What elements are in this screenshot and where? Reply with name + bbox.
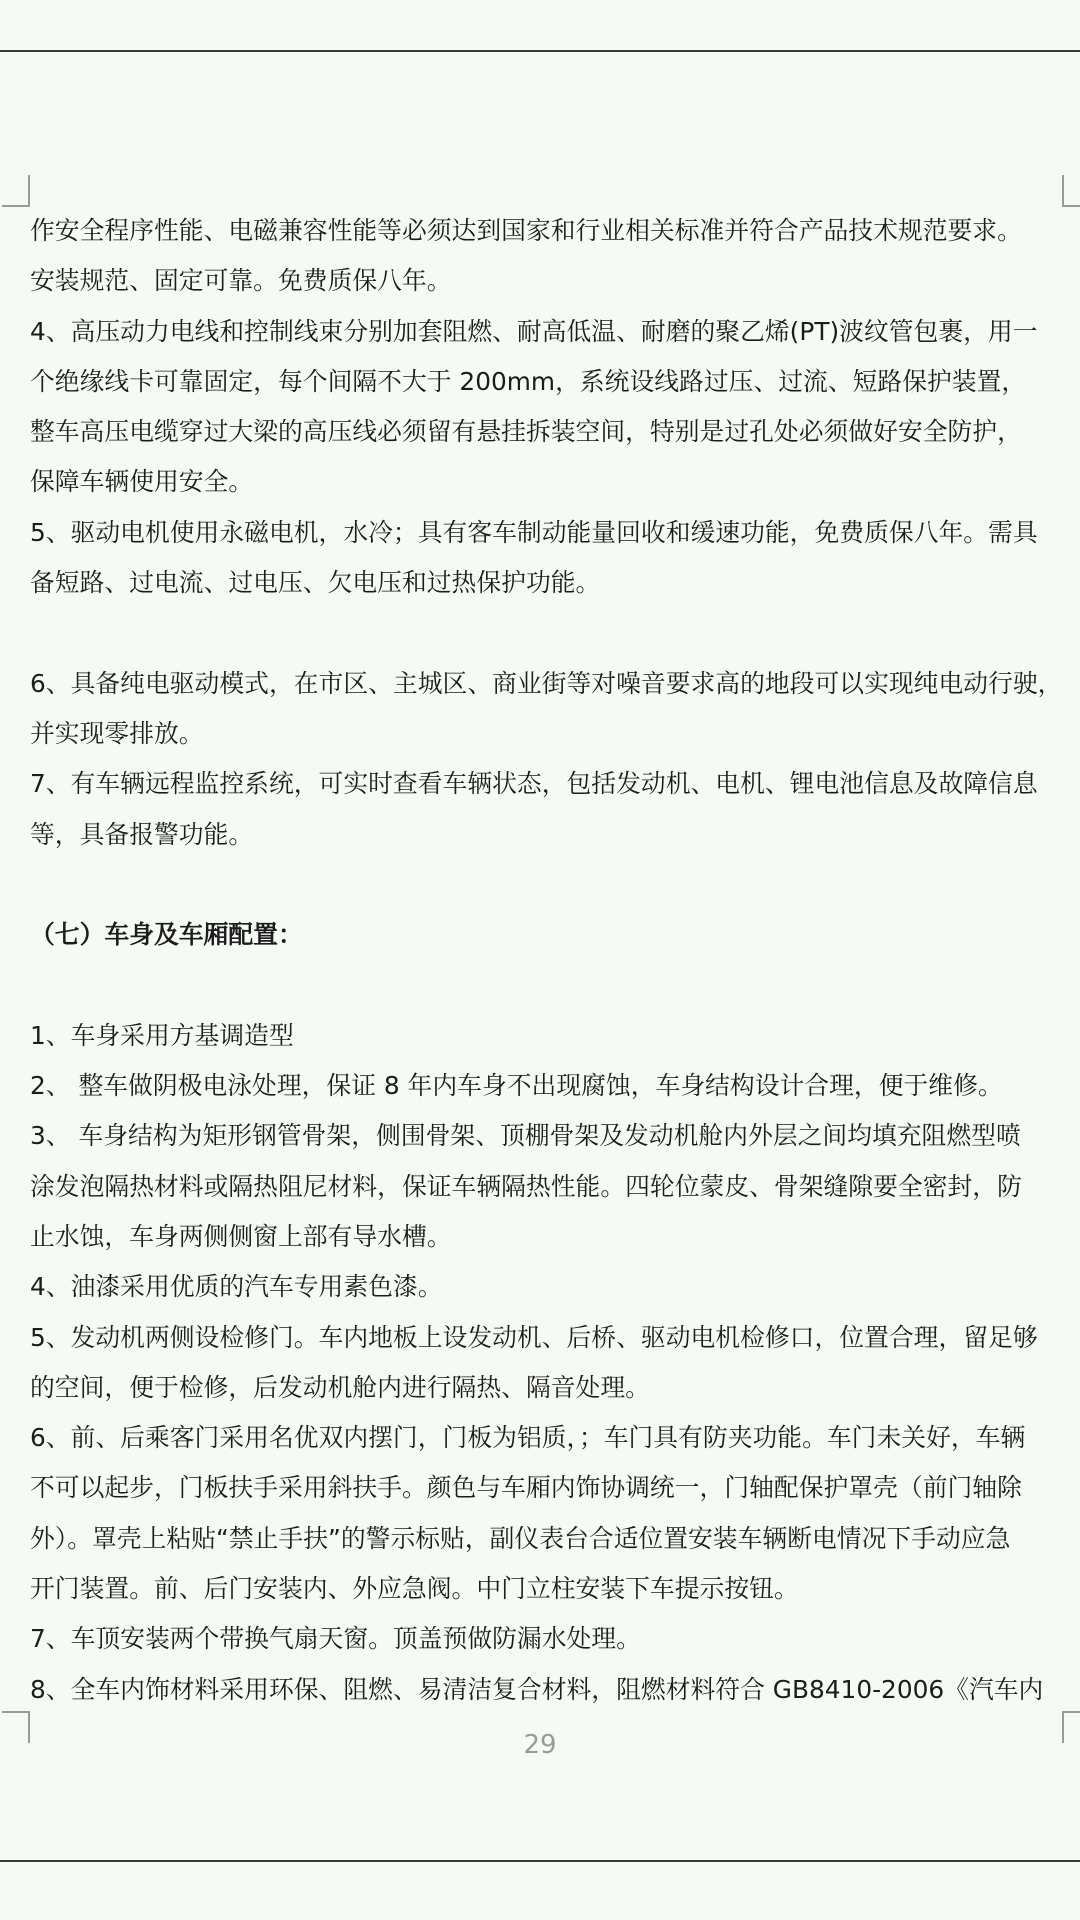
top-rule [0, 50, 1080, 52]
text-line: 安装规范、固定可靠。免费质保八年。 [30, 266, 452, 296]
text-line: 止水蚀，车身两侧侧窗上部有导水槽。 [30, 1221, 452, 1251]
text-line: 等，具备报警功能。 [30, 819, 254, 849]
text-line: 6、具备纯电驱动模式，在市区、主城区、商业街等对噪音要求高的地段可以实现纯电动行驶， [30, 668, 1063, 698]
text-line: 4、油漆采用优质的汽车专用素色漆。 [30, 1272, 443, 1302]
text-line: 7、车顶安装两个带换气扇天窗。顶盖预做防漏水处理。 [30, 1624, 641, 1654]
text-line: 6、前、后乘客门采用名优双内摆门，门板为铝质，；车门具有防夹功能。车门未关好，车辆 [30, 1423, 1026, 1453]
text-line: 4、高压动力电线和控制线束分别加套阻燃、耐高低温、耐磨的聚乙烯(PT)波纹管包裹，用一 [30, 316, 1038, 346]
text-line: 1、车身采用方基调造型 [30, 1020, 294, 1050]
text-line: 作安全程序性能、电磁兼容性能等必须达到国家和行业相关标准并符合产品技术规范要求。 [30, 216, 1022, 245]
text-line: 7、有车辆远程监控系统，可实时查看车辆状态，包括发动机、电机、锂电池信息及故障信息 [30, 769, 1038, 799]
crop-mark-top-right [1062, 175, 1080, 207]
blank-line [30, 608, 1066, 658]
text-line: 5、驱动电机使用永磁电机，水冷；具有客车制动能量回收和缓速功能，免费质保八年。需具 [30, 517, 1038, 547]
crop-mark-top-left [2, 175, 30, 207]
text-line: 保障车辆使用安全。 [30, 467, 254, 497]
text-line: 8、全车内饰材料采用环保、阻燃、易清洁复合材料，阻燃材料符合 GB8410-2006《汽车内 [30, 1674, 1044, 1704]
text-line: 的空间，便于检修，后发动机舱内进行隔热、隔音处理。 [30, 1372, 650, 1402]
text-line: 并实现零排放。 [30, 718, 204, 748]
text-line: 开门装置。前、后门安装内、外应急阀。中门立柱安装下车提示按钮。 [30, 1574, 799, 1604]
text-line: 不可以起步，门板扶手采用斜扶手。颜色与车厢内饰协调统一，门轴配保护罩壳（前门轴除 [30, 1473, 1022, 1503]
blank-line [30, 960, 1066, 1010]
page-number: 29 [523, 1730, 557, 1760]
text-line: 个绝缘线卡可靠固定，每个间隔不大于 200mm，系统设线路过压、过流、短路保护装置， [30, 366, 1027, 396]
section-heading: （七）车身及车厢配置： [30, 920, 303, 950]
bottom-rule [0, 1860, 1080, 1862]
text-line: 备短路、过电流、过电压、欠电压和过热保护功能。 [30, 568, 601, 598]
text-line: 3、 车身结构为矩形钢管骨架，侧围骨架、顶棚骨架及发动机舱内外层之间均填充阻燃型喷 [30, 1121, 1021, 1151]
document-body [30, 206, 1066, 1715]
text-line: 整车高压电缆穿过大梁的高压线必须留有悬挂拆装空间，特别是过孔处必须做好安全防护， [30, 417, 1022, 447]
text-line: 5、发动机两侧设检修门。车内地板上设发动机、后桥、驱动电机检修口，位置合理，留足够 [30, 1322, 1038, 1352]
text-line: 外）。罩壳上粘贴“禁止手扶”的警示标贴，副仪表台合适位置安装车辆断电情况下手动应急 [30, 1523, 1011, 1553]
text-line: 2、 整车做阴极电泳处理，保证 8 年内车身不出现腐蚀，车身结构设计合理，便于维修。 [30, 1071, 1003, 1101]
text-line: 涂发泡隔热材料或隔热阻尼材料，保证车辆隔热性能。四轮位蒙皮、骨架缝隙要全密封，防 [30, 1171, 1022, 1201]
blank-line [30, 860, 1066, 910]
